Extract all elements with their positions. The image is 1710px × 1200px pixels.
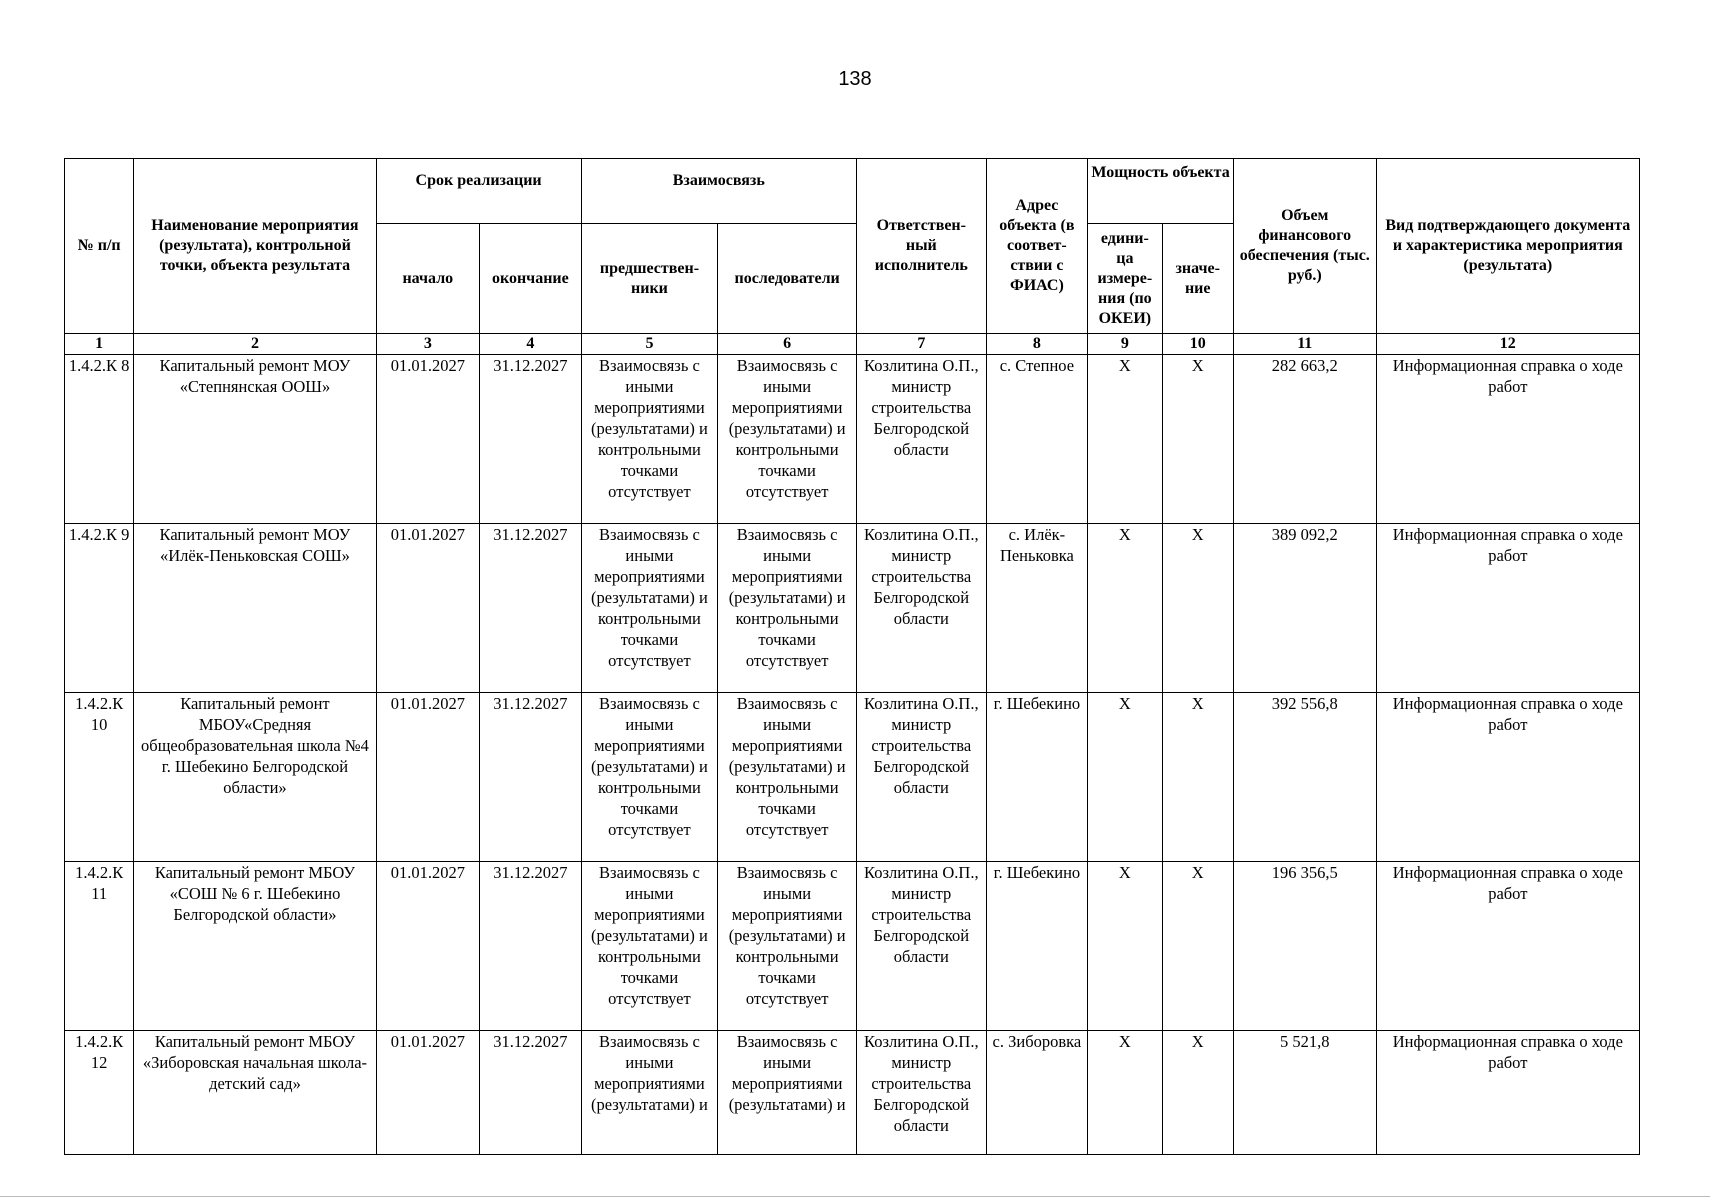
row-start: 01.01.2027 bbox=[376, 355, 480, 524]
table-row bbox=[65, 1031, 1640, 1155]
header-num: № п/п bbox=[65, 159, 134, 334]
header-term-end: окончание bbox=[480, 224, 582, 334]
row-value: X bbox=[1162, 862, 1233, 1031]
row-start: 01.01.2027 bbox=[376, 693, 480, 862]
page-bottom-edge bbox=[0, 1196, 1710, 1197]
row-predecessors: Взаимосвязь с иными мероприятиями (результатами) и контрольными точками отсутствует bbox=[581, 693, 718, 862]
row-start: 01.01.2027 bbox=[376, 524, 480, 693]
row-address: с. Илёк-Пеньковка bbox=[986, 524, 1088, 693]
column-number: 10 bbox=[1162, 334, 1233, 355]
row-responsible: Козлитина О.П., министр строительства Белгородской области bbox=[856, 355, 986, 524]
header-capacity-unit: едини- ца измере- ния (по ОКЕИ) bbox=[1088, 224, 1162, 334]
row-successors: Взаимосвязь с иными мероприятиями (результатами) и контрольными точками отсутствует bbox=[718, 524, 857, 693]
header-responsible: Ответствен- ный исполнитель bbox=[856, 159, 986, 334]
table-row bbox=[65, 693, 1640, 862]
header-capacity-value: значе- ние bbox=[1162, 224, 1233, 334]
row-responsible: Козлитина О.П., министр строительства Белгородской области bbox=[856, 1031, 986, 1155]
table-row bbox=[65, 524, 1640, 693]
row-document: Информационная справка о ходе работ bbox=[1376, 862, 1639, 1031]
row-predecessors: Взаимосвязь с иными мероприятиями (результатами) и контрольными точками отсутствует bbox=[581, 862, 718, 1031]
row-value: X bbox=[1162, 693, 1233, 862]
row-responsible: Козлитина О.П., министр строительства Белгородской области bbox=[856, 524, 986, 693]
row-funding: 392 556,8 bbox=[1233, 693, 1376, 862]
column-number: 1 bbox=[65, 334, 134, 355]
row-end: 31.12.2027 bbox=[480, 524, 582, 693]
column-number-row bbox=[65, 334, 1640, 355]
column-number: 4 bbox=[480, 334, 582, 355]
header-address: Адрес объекта (в соответ- ствии с ФИАС) bbox=[986, 159, 1088, 334]
row-successors: Взаимосвязь с иными мероприятиями (результатами) и контрольными точками отсутствует bbox=[718, 862, 857, 1031]
row-funding: 282 663,2 bbox=[1233, 355, 1376, 524]
activities-table bbox=[64, 158, 1640, 1155]
row-value: X bbox=[1162, 524, 1233, 693]
row-end: 31.12.2027 bbox=[480, 1031, 582, 1155]
row-unit: X bbox=[1088, 355, 1162, 524]
row-start: 01.01.2027 bbox=[376, 862, 480, 1031]
page-number: 138 bbox=[838, 68, 872, 90]
row-predecessors: Взаимосвязь с иными мероприятиями (результатами) и контрольными точками отсутствует bbox=[581, 355, 718, 524]
row-num: 1.4.2.К 11 bbox=[65, 862, 134, 1031]
row-address: с. Степное bbox=[986, 355, 1088, 524]
header-document: Вид подтверждающего документа и характеристика мероприятия (результата) bbox=[1376, 159, 1639, 334]
row-funding: 389 092,2 bbox=[1233, 524, 1376, 693]
column-number: 7 bbox=[856, 334, 986, 355]
row-document: Информационная справка о ходе работ bbox=[1376, 355, 1639, 524]
row-unit: X bbox=[1088, 862, 1162, 1031]
row-document: Информационная справка о ходе работ bbox=[1376, 1031, 1639, 1155]
row-responsible: Козлитина О.П., министр строительства Белгородской области bbox=[856, 693, 986, 862]
row-end: 31.12.2027 bbox=[480, 862, 582, 1031]
row-document: Информационная справка о ходе работ bbox=[1376, 693, 1639, 862]
row-unit: X bbox=[1088, 524, 1162, 693]
table-row bbox=[65, 355, 1640, 524]
table-header bbox=[65, 159, 1640, 355]
row-name: Капитальный ремонт МБОУ«Средняя общеобразовательная школа №4 г. Шебекино Белгородской области» bbox=[134, 693, 376, 862]
row-value: X bbox=[1162, 1031, 1233, 1155]
row-responsible: Козлитина О.П., министр строительства Белгородской области bbox=[856, 862, 986, 1031]
header-term-start: начало bbox=[376, 224, 480, 334]
column-number: 5 bbox=[581, 334, 718, 355]
table-row bbox=[65, 862, 1640, 1031]
row-num: 1.4.2.К 12 bbox=[65, 1031, 134, 1155]
header-capacity-group: Мощность объекта bbox=[1088, 159, 1234, 224]
row-address: г. Шебекино bbox=[986, 862, 1088, 1031]
row-successors: Взаимосвязь с иными мероприятиями (результатами) и контрольными точками отсутствует bbox=[718, 693, 857, 862]
row-name: Капитальный ремонт МОУ «Илёк-Пеньковская СОШ» bbox=[134, 524, 376, 693]
column-number: 11 bbox=[1233, 334, 1376, 355]
header-link-group: Взаимосвязь bbox=[581, 159, 856, 224]
row-num: 1.4.2.К 10 bbox=[65, 693, 134, 862]
table-body bbox=[65, 355, 1640, 1155]
row-name: Капитальный ремонт МОУ «Степнянская ООШ» bbox=[134, 355, 376, 524]
row-end: 31.12.2027 bbox=[480, 693, 582, 862]
row-unit: X bbox=[1088, 1031, 1162, 1155]
header-term-group: Срок реализации bbox=[376, 159, 581, 224]
row-start: 01.01.2027 bbox=[376, 1031, 480, 1155]
row-address: с. Зиборовка bbox=[986, 1031, 1088, 1155]
column-number: 12 bbox=[1376, 334, 1639, 355]
row-predecessors: Взаимосвязь с иными мероприятиями (результатами) и контрольными точками отсутствует bbox=[581, 524, 718, 693]
row-successors: Взаимосвязь с иными мероприятиями (результатами) и bbox=[718, 1031, 857, 1155]
row-name: Капитальный ремонт МБОУ «СОШ № 6 г. Шебекино Белгородской области» bbox=[134, 862, 376, 1031]
column-number: 9 bbox=[1088, 334, 1162, 355]
row-end: 31.12.2027 bbox=[480, 355, 582, 524]
column-number: 2 bbox=[134, 334, 376, 355]
column-number: 3 bbox=[376, 334, 480, 355]
header-link-pred: предшествен- ники bbox=[581, 224, 718, 334]
header-funding: Объем финансового обеспечения (тыс. руб.) bbox=[1233, 159, 1376, 334]
row-num: 1.4.2.К 9 bbox=[65, 524, 134, 693]
header-name: Наименование мероприятия (результата), контрольной точки, объекта результата bbox=[134, 159, 376, 334]
row-funding: 5 521,8 bbox=[1233, 1031, 1376, 1155]
row-name: Капитальный ремонт МБОУ «Зиборовская начальная школа-детский сад» bbox=[134, 1031, 376, 1155]
header-link-succ: последователи bbox=[718, 224, 857, 334]
column-number: 6 bbox=[718, 334, 857, 355]
row-num: 1.4.2.К 8 bbox=[65, 355, 134, 524]
row-document: Информационная справка о ходе работ bbox=[1376, 524, 1639, 693]
column-number: 8 bbox=[986, 334, 1088, 355]
row-predecessors: Взаимосвязь с иными мероприятиями (результатами) и bbox=[581, 1031, 718, 1155]
row-funding: 196 356,5 bbox=[1233, 862, 1376, 1031]
row-successors: Взаимосвязь с иными мероприятиями (результатами) и контрольными точками отсутствует bbox=[718, 355, 857, 524]
row-address: г. Шебекино bbox=[986, 693, 1088, 862]
row-value: X bbox=[1162, 355, 1233, 524]
row-unit: X bbox=[1088, 693, 1162, 862]
